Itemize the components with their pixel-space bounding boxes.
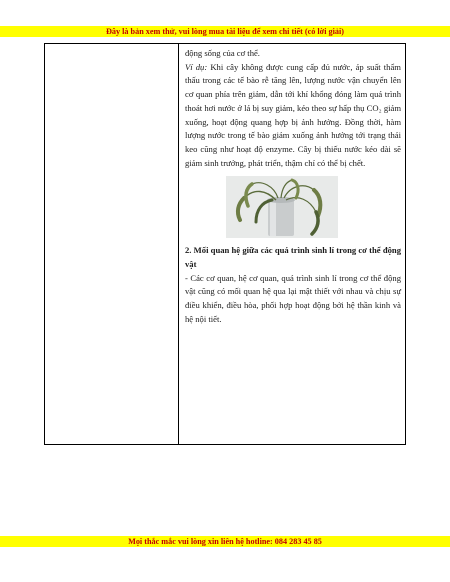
content-cell bbox=[185, 47, 401, 327]
example-label: Ví dụ: bbox=[185, 61, 208, 72]
section-text: - Các cơ quan, hệ cơ quan, quá trình sinh lí trong cơ thể động vật cũng có mối quan hệ qua lại mật thiết với nhau và chịu sự điều khiển, điều hòa, phối hợp hoạt động bởi hệ thần kinh và hệ nội tiết. bbox=[185, 272, 401, 324]
content-table bbox=[44, 43, 406, 445]
preview-banner-text: Đây là bản xem thử, vui lòng mua tài liệu để xem chi tiết (có lời giải) bbox=[105, 27, 344, 36]
preview-banner bbox=[0, 26, 450, 37]
section-heading: 2. Mối quan hệ giữa các quá trình sinh lí trong cơ thể động vật bbox=[185, 245, 401, 270]
continued-line: động sống của cơ thể. bbox=[185, 48, 260, 58]
column-divider bbox=[178, 44, 179, 444]
example-paragraph bbox=[185, 61, 401, 171]
example-text: Khi cây không được cung cấp đủ nước, áp suất thẩm thấu trong các tế bào rễ tăng lên, lượng nước vận chuyển lên cơ quan phía trên giảm, dẫn tới khí khổng đóng làm quá trình thoát hơi nước ở lá bị suy giảm, kéo theo sự hấp thụ CO₂ giảm xuống, hoạt động quang hợp bị ảnh hưởng. Đồng thời, hàm lượng nước trong tế bào giảm xuống ảnh hưởng tới trạng thái keo cũng như hoạt độ enzyme. Cây bị thiếu nước kéo dài sẽ giảm sinh trưởng, phát triển, thậm chí có thể bị chết. bbox=[185, 61, 401, 168]
hotline-banner-text: Mọi thắc mắc vui lòng xin liên hệ hotline: 084 283 45 85 bbox=[128, 537, 322, 546]
wilted-plant-image bbox=[226, 176, 338, 238]
hotline-banner bbox=[0, 536, 450, 547]
